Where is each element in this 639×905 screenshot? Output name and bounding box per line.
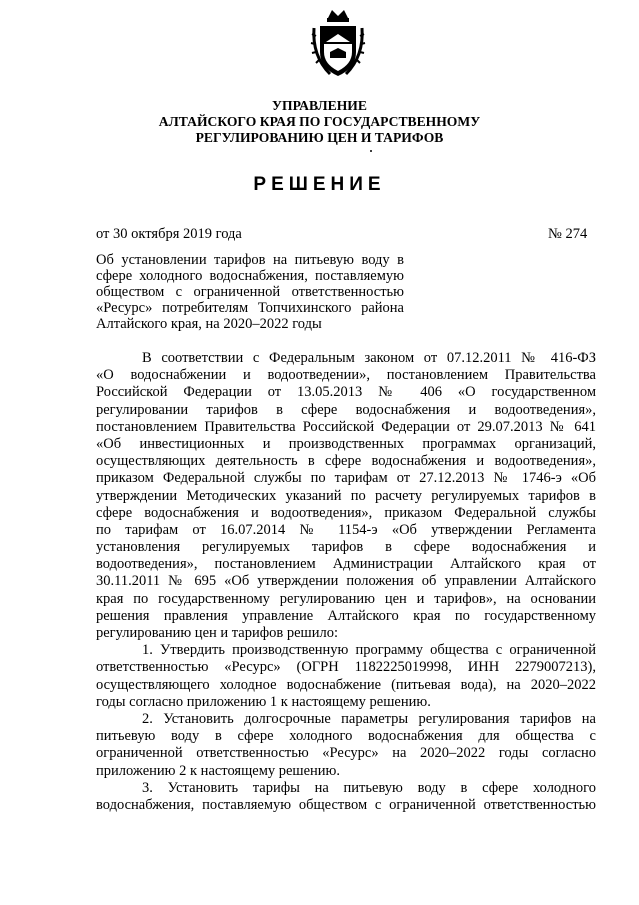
coat-of-arms-icon xyxy=(310,8,366,80)
body-line: питьевую воду в сфере холодного водоснабжения для общества с xyxy=(96,728,596,745)
document-subject xyxy=(96,252,404,332)
body-line: регулировании тарифов в сфере водоснабжения и водоотведения», xyxy=(96,401,596,418)
body-line: постановлением Правительства Российской Федерации от 29.07.2013 № 641 xyxy=(96,418,596,435)
body-line: сфере водоснабжения и водоотведения», приказом Федеральной службы xyxy=(96,504,596,521)
subject-line: Об установлении тарифов на питьевую воду в xyxy=(96,252,404,268)
body-line: установления регулируемых тарифов в сфере водоснабжения и xyxy=(96,539,596,556)
body-line: регулированию цен и тарифов решило: xyxy=(96,625,338,641)
body-line: «Об инвестиционных и производственных программах организаций, xyxy=(96,435,596,452)
body-line: «О водоснабжении и водоотведении», постановлением Правительства xyxy=(96,367,596,384)
body-line: осуществляющего холодное водоснабжение (питьевая вода), на 2020–2022 xyxy=(96,676,596,693)
body-line: края по государственному регулированию цен и тарифов», на основании xyxy=(96,590,596,607)
body-line: утверждении Методических указаний по расчету регулируемых тарифов в xyxy=(96,487,596,504)
body-line: 1. Утвердить производственную программу общества с ограниченной xyxy=(142,642,596,659)
mark-dot xyxy=(370,150,372,152)
org-name-line-1: УПРАВЛЕНИЕ xyxy=(272,98,367,113)
subject-line: обществом с ограниченной ответственностью xyxy=(96,284,404,300)
body-line: 3. Установить тарифы на питьевую воду в сфере холодного xyxy=(142,779,596,796)
subject-line: сфере холодного водоснабжения, поставляемую xyxy=(96,268,404,284)
subject-line: «Ресурс» потребителям Топчихинского района xyxy=(96,300,404,316)
body-line: Российской Федерации от 13.05.2013 № 406 «О государственном xyxy=(96,384,596,401)
body-line: ограниченной ответственностью «Ресурс» на 2020–2022 годы согласно xyxy=(96,745,596,762)
body-line: приложению 2 к настоящему решению. xyxy=(96,762,341,779)
document-date: от 30 октября 2019 года xyxy=(96,226,242,242)
body-line: приказом Федеральной службы по тарифам от 27.12.2013 № 1746-э «Об xyxy=(96,470,596,487)
org-name-line-2: АЛТАЙСКОГО КРАЯ ПО ГОСУДАРСТВЕННОМУ xyxy=(158,114,481,129)
body-line: решения правления управление Алтайского края по государственному xyxy=(96,607,596,624)
document-type-title: РЕШЕНИЕ xyxy=(253,174,386,195)
body-line: водоснабжения, поставляемую обществом с ограниченной ответственностью xyxy=(96,796,596,813)
body-line: осуществляющих деятельность в сфере водоснабжения и водоотведения», xyxy=(96,453,596,470)
subject-line: Алтайского края, на 2020–2022 годы xyxy=(96,316,322,332)
body-line: В соответствии с Федеральным законом от 07.12.2011 № 416-ФЗ xyxy=(142,350,596,366)
document-body xyxy=(96,350,596,814)
body-line: по тарифам от 16.07.2014 № 1154-э «Об утверждении Регламента xyxy=(96,521,596,538)
body-line: годы согласно приложению 1 к настоящему решению. xyxy=(96,693,431,710)
document-number: № 274 xyxy=(548,226,588,242)
org-name-line-3: РЕГУЛИРОВАНИЮ ЦЕН И ТАРИФОВ xyxy=(195,130,444,145)
body-line: ответственностью «Ресурс» (ОГРН 1182225019998, ИНН 2279007213), xyxy=(96,659,596,676)
body-line: 2. Установить долгосрочные параметры регулирования тарифов на xyxy=(142,710,596,727)
body-line: водоотведения», постановлением Администрации Алтайского края от xyxy=(96,556,596,573)
body-line: 30.11.2011 № 695 «Об утверждении положения об управлении Алтайского xyxy=(96,573,596,590)
